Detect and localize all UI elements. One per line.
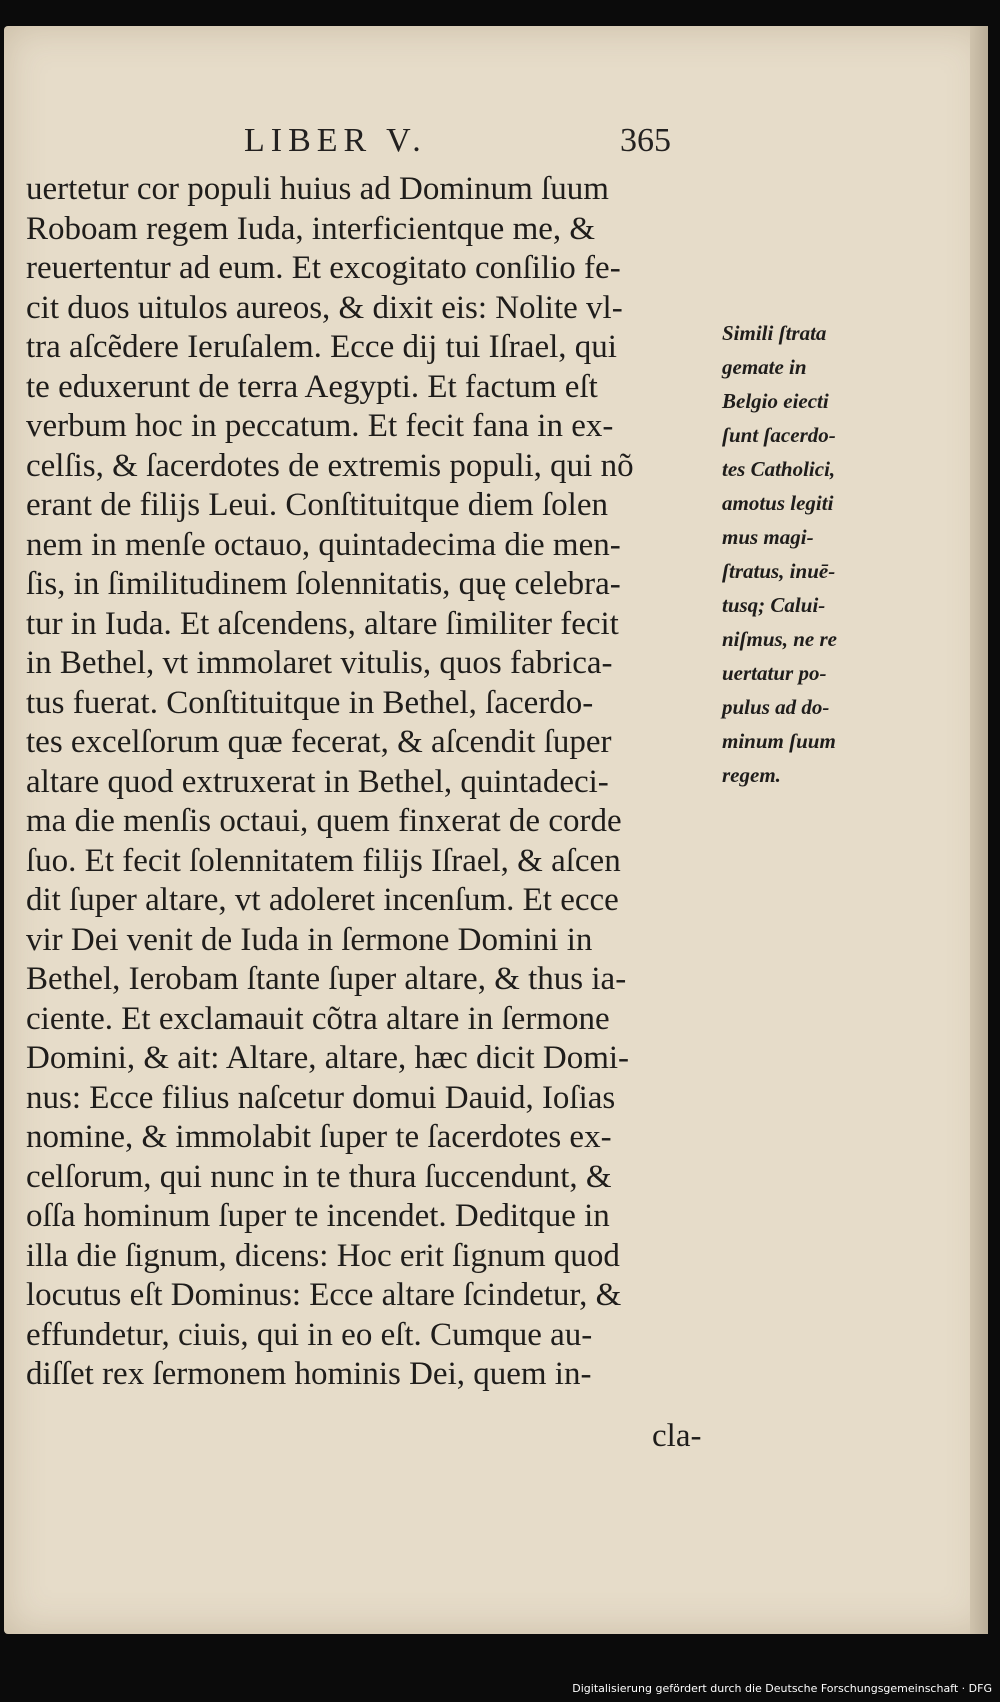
text-line: effundetur, ciuis, qui in eo eſt. Cumque au- (26, 1316, 593, 1353)
margin-note-line: tes Catholici, (722, 457, 836, 481)
text-line: Domini, & ait: Altare, altare, hæc dicit Domi- (26, 1040, 630, 1076)
page-edge (970, 26, 988, 1634)
text-line: ſuo. Et fecit ſolennitatem filijs Iſrael, & aſcen (26, 842, 621, 879)
main-text-block (26, 170, 726, 1395)
text-line: in Bethel, vt immolaret vitulis, quos fabrica- (26, 645, 613, 681)
page-number: 365 (620, 122, 671, 159)
text-line: ſis, in ſimilitudinem ſolennitatis, quę celebra- (26, 566, 621, 602)
marginal-note (722, 316, 882, 792)
text-line: illa die ſignum, dicens: Hoc erit ſignum quod (26, 1237, 620, 1274)
text-line: celſis, & ſacerdotes de extremis populi, qui nõ (26, 447, 634, 484)
running-title: LIBER V. (244, 122, 427, 159)
text-line: tes excelſorum quæ fecerat, & aſcendit ſuper (26, 724, 612, 760)
book-page (4, 26, 988, 1634)
text-line: ciente. Et exclamauit cõtra altare in ſermone (26, 1000, 610, 1037)
text-line: diſſet rex ſermonem hominis Dei, quem in- (26, 1356, 592, 1392)
digitization-credit: Digitalisierung gefördert durch die Deutsche Forschungsgemeinschaft · DFG (572, 1682, 992, 1695)
text-line: tus fuerat. Conſtituitque in Bethel, ſacerdo- (26, 684, 594, 721)
margin-note-line: ſunt ſacerdo- (722, 423, 836, 447)
margin-note-line: niſmus, ne re (722, 627, 837, 651)
margin-note-line: uertatur po- (722, 661, 827, 685)
text-line: oſſa hominum ſuper te incendet. Deditque in (26, 1198, 610, 1234)
text-line: tur in Iuda. Et aſcendens, altare ſimiliter fecit (26, 605, 619, 642)
text-line: tra aſcẽdere Ieruſalem. Ecce dij tui Iſrael, qui (26, 329, 617, 365)
margin-note-line: regem. (722, 763, 781, 787)
text-line: nus: Ecce filius naſcetur domui Dauid, Ioſias (26, 1079, 616, 1116)
text-line: nomine, & immolabit ſuper te ſacerdotes ex- (26, 1119, 612, 1155)
text-line: te eduxerunt de terra Aegypti. Et factum eſt (26, 368, 598, 405)
text-line: vir Dei venit de Iuda in ſermone Domini in (26, 921, 593, 958)
text-line: Roboam regem Iuda, interficientque me, & (26, 210, 596, 247)
margin-note-line: Belgio eiecti (722, 389, 829, 413)
margin-note-line: pulus ad do- (722, 695, 830, 719)
text-line: cit duos uitulos aureos, & dixit eis: Nolite vl- (26, 289, 623, 326)
margin-note-line: mus magi- (722, 525, 814, 549)
text-line: Bethel, Ierobam ſtante ſuper altare, & thus ia- (26, 961, 627, 997)
margin-note-line: ſtratus, inuē- (722, 559, 836, 583)
margin-note-line: Simili ſtrata (722, 321, 827, 345)
margin-note-line: tusq; Calui- (722, 593, 826, 617)
margin-note-line: minum ſuum (722, 729, 836, 753)
footer-bar (0, 1680, 1000, 1702)
catchword: cla- (652, 1418, 702, 1454)
text-line: nem in menſe octauo, quintadecima die men- (26, 526, 621, 563)
margin-note-line: amotus legiti (722, 491, 834, 515)
text-line: ma die menſis octaui, quem finxerat de corde (26, 803, 622, 839)
text-line: altare quod extruxerat in Bethel, quintadeci- (26, 763, 609, 800)
text-line: erant de filijs Leui. Conſtituitque diem ſolen (26, 487, 608, 523)
margin-note-line: gemate in (722, 355, 807, 379)
text-line: uertetur cor populi huius ad Dominum ſuum (26, 171, 609, 207)
text-line: dit ſuper altare, vt adoleret incenſum. Et ecce (26, 882, 619, 918)
text-line: celſorum, qui nunc in te thura ſuccendunt, & (26, 1158, 612, 1195)
text-line: verbum hoc in peccatum. Et fecit fana in ex- (26, 408, 614, 444)
text-line: locutus eſt Dominus: Ecce altare ſcindetur, & (26, 1277, 622, 1313)
text-line: reuertentur ad eum. Et excogitato conſilio fe- (26, 250, 621, 286)
